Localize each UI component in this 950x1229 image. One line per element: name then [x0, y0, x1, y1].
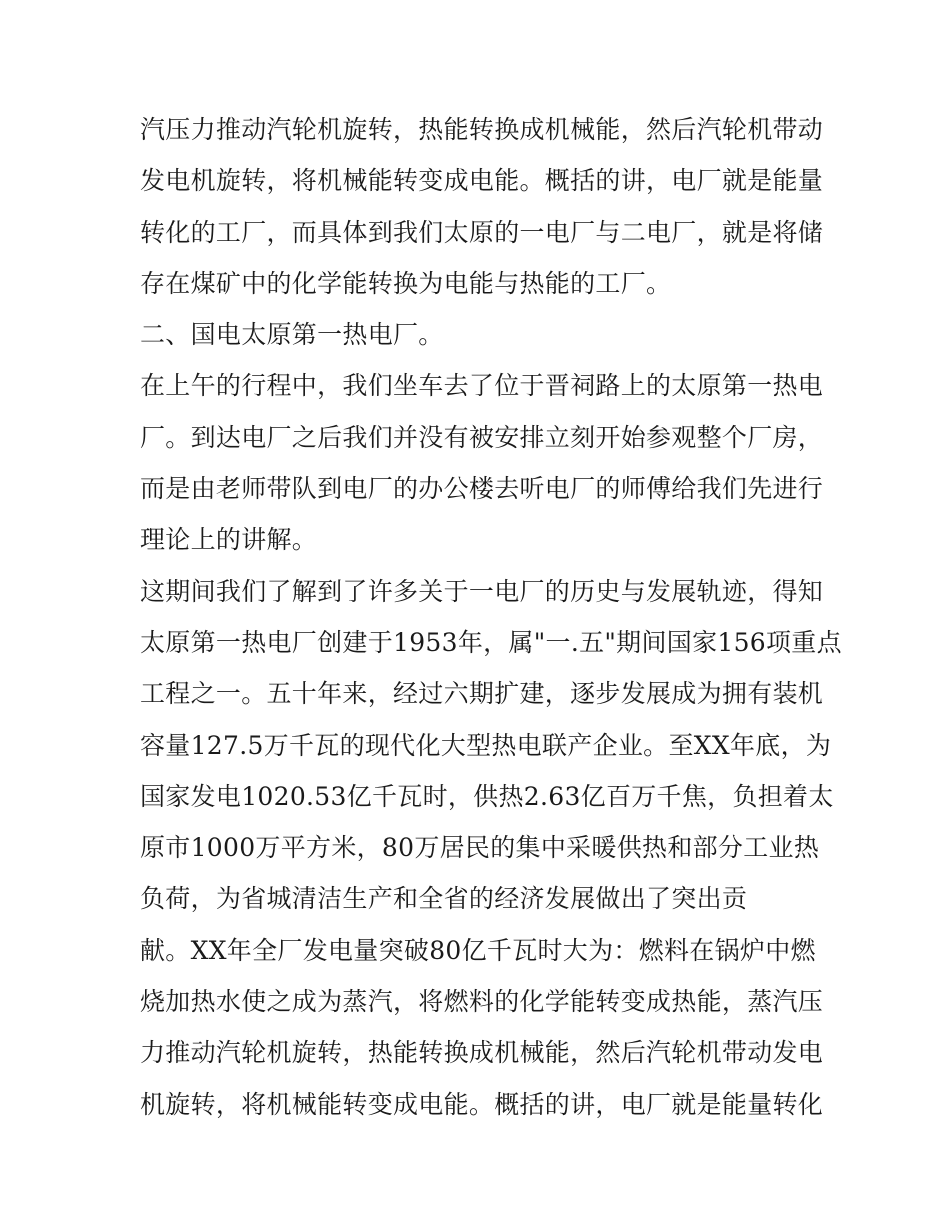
text-line: 理论上的讲解。 [140, 525, 318, 555]
text-line: 工程之一。五十年来，经过六期扩建，逐步发展成为拥有装机 [140, 679, 824, 709]
text-line: 烧加热水使之成为蒸汽，将燃料的化学能转变成热能，蒸汽压 [140, 987, 824, 1017]
text-line: 而是由老师带队到电厂的办公楼去听电厂的师傅给我们先进行 [140, 474, 824, 504]
text-line: 转化的工厂，而具体到我们太原的一电厂与二电厂，就是将储 [140, 217, 824, 247]
text-line: 太原第一热电厂创建于1953年，属"一.五"期间国家156项重点 [140, 627, 842, 657]
text-line: 存在煤矿中的化学能转换为电能与热能的工厂。 [140, 268, 672, 298]
text-line: 发电机旋转，将机械能转变成电能。概括的讲，电厂就是能量 [140, 166, 824, 196]
text-line: 机旋转，将机械能转变成电能。概括的讲，电厂就是能量转化 [140, 1089, 824, 1119]
text-line: 在上午的行程中，我们坐车去了位于晋祠路上的太原第一热电 [140, 371, 824, 401]
text-line: 力推动汽轮机旋转，热能转换成机械能，然后汽轮机带动发电 [140, 1038, 824, 1068]
text-line: 汽压力推动汽轮机旋转，热能转换成机械能，然后汽轮机带动 [140, 115, 824, 144]
text-line: 这期间我们了解到了许多关于一电厂的历史与发展轨迹，得知 [140, 576, 824, 606]
text-line: 献。XX年全厂发电量突破80亿千瓦时大为：燃料在锅炉中燃 [140, 935, 816, 965]
section-heading: 二、国电太原第一热电厂。 [140, 320, 444, 350]
text-line: 容量127.5万千瓦的现代化大型热电联产企业。至XX年底，为 [140, 730, 832, 760]
text-line: 国家发电1020.53亿千瓦时，供热2.63亿百万千焦，负担着太 [140, 781, 834, 811]
body-text [140, 104, 842, 1130]
text-line: 厂。到达电厂之后我们并没有被安排立刻开始参观整个厂房， [140, 422, 824, 452]
text-line: 原市1000万平方米，80万居民的集中采暖供热和部分工业热 [140, 833, 820, 863]
text-line: 负荷，为省城清洁生产和全省的经济发展做出了突出贡 [140, 884, 748, 914]
